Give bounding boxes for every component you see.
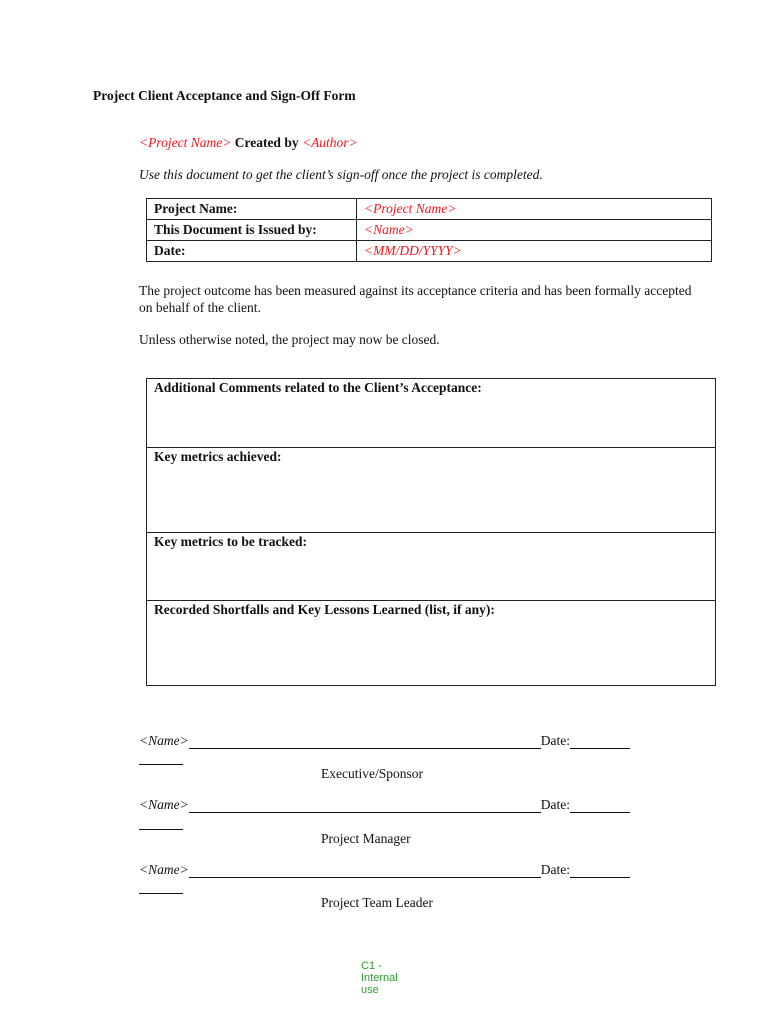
signature-row-sponsor <box>139 733 630 749</box>
date-line[interactable] <box>570 799 630 813</box>
subtitle-project-name: <Project Name> <box>139 135 232 150</box>
date-line-continuation <box>139 828 183 830</box>
info-label: Project Name: <box>147 199 357 220</box>
date-label: Date: <box>540 797 570 812</box>
info-value-field[interactable]: <MM/DD/YYYY> <box>357 241 712 262</box>
date-line[interactable] <box>570 735 630 749</box>
comments-section-shortfalls[interactable]: Recorded Shortfalls and Key Lessons Learned (list, if any): <box>147 601 716 686</box>
intro-text: Use this document to get the client’s sign-off once the project is completed. <box>139 167 543 182</box>
date-line-continuation <box>139 763 183 765</box>
subtitle-created-by: Created by <box>231 135 302 150</box>
subtitle-author: <Author> <box>301 135 358 150</box>
info-row-date <box>147 241 712 262</box>
document-subtitle <box>139 135 358 151</box>
signature-name: <Name> <box>139 797 189 812</box>
comments-section-client-acceptance[interactable]: Additional Comments related to the Client’s Acceptance: <box>147 379 716 448</box>
signature-name: <Name> <box>139 862 189 877</box>
acceptance-paragraph: The project outcome has been measured against its acceptance criteria and has been formally accepted on behalf of the client. <box>139 283 692 315</box>
signature-line[interactable] <box>189 864 541 878</box>
info-label: This Document is Issued by: <box>147 220 357 241</box>
info-value-field[interactable]: <Name> <box>357 220 712 241</box>
date-line[interactable] <box>570 864 630 878</box>
comments-table <box>146 378 716 686</box>
info-value-field[interactable]: <Project Name> <box>357 199 712 220</box>
signature-line[interactable] <box>189 735 541 749</box>
signature-row-team-leader <box>139 862 630 878</box>
document-title: Project Client Acceptance and Sign-Off Form <box>93 88 356 103</box>
signature-line[interactable] <box>189 799 541 813</box>
comments-section-metrics-tracked[interactable]: Key metrics to be tracked: <box>147 533 716 601</box>
signature-role: Project Team Leader <box>321 895 434 910</box>
info-row-project-name <box>147 199 712 220</box>
date-label: Date: <box>540 733 570 748</box>
closure-paragraph: Unless otherwise noted, the project may now be closed. <box>139 332 440 347</box>
signature-role: Project Manager <box>321 831 411 846</box>
signature-role: Executive/Sponsor <box>321 766 423 781</box>
info-row-issued-by <box>147 220 712 241</box>
date-label: Date: <box>540 862 570 877</box>
project-info-table <box>146 198 712 262</box>
classification-label: C1 - Internal use <box>361 960 398 996</box>
date-line-continuation <box>139 892 183 894</box>
comments-section-metrics-achieved[interactable]: Key metrics achieved: <box>147 448 716 533</box>
signature-name: <Name> <box>139 733 189 748</box>
info-label: Date: <box>147 241 357 262</box>
signature-row-manager <box>139 797 630 813</box>
